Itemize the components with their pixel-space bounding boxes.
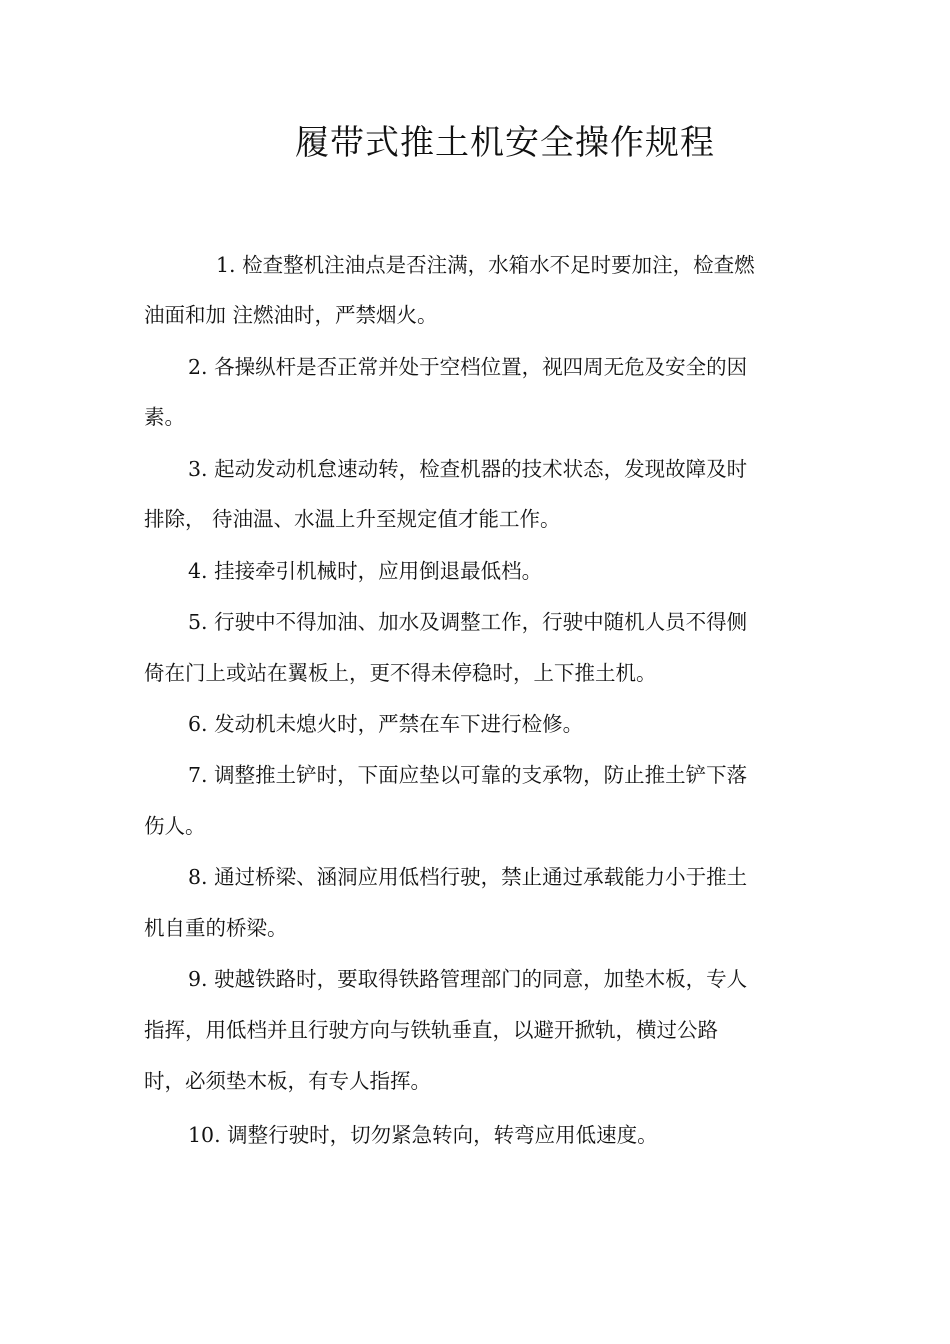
text-line: 排除， 待油温、水温上升至规定值才能工作。 [144,507,561,531]
text-line: 倚在门上或站在翼板上，更不得未停稳时，上下推土机。 [144,661,657,685]
text-line: 伤人。 [144,814,206,838]
text-line: 9. 驶越铁路时，要取得铁路管理部门的同意，加垫木板，专人 [188,967,748,991]
text-line: 素。 [144,405,185,429]
text-line: 7. 调整推土铲时，下面应垫以可靠的支承物，防止推土铲下落 [188,763,748,787]
text-line: 5. 行驶中不得加油、加水及调整工作，行驶中随机人员不得侧 [188,610,748,634]
text-line: 2. 各操纵杆是否正常并处于空档位置，视四周无危及安全的因 [188,355,748,379]
text-line: 指挥，用低档并且行驶方向与铁轨垂直，以避开掀轨，横过公路 [144,1018,718,1042]
text-line: 机自重的桥梁。 [144,916,288,940]
text-line: 6. 发动机未熄火时，严禁在车下进行检修。 [188,712,584,736]
page-title: 履带式推土机安全操作规程 [295,123,715,163]
text-line: 时，必须垫木板，有专人指挥。 [144,1069,431,1093]
text-line: 1. 检查整机注油点是否注满，水箱水不足时要加注，检查燃 [216,253,755,277]
text-line: 4. 挂接牵引机械时，应用倒退最低档。 [188,559,543,583]
text-line: 3. 起动发动机怠速动转，检查机器的技术状态，发现故障及时 [188,457,748,481]
text-line: 8. 通过桥梁、涵洞应用低档行驶，禁止通过承载能力小于推土 [188,865,748,889]
text-line: 10. 调整行驶时，切勿紧急转向，转弯应用低速度。 [188,1123,658,1147]
text-line: 油面和加 注燃油时，严禁烟火。 [144,303,438,327]
